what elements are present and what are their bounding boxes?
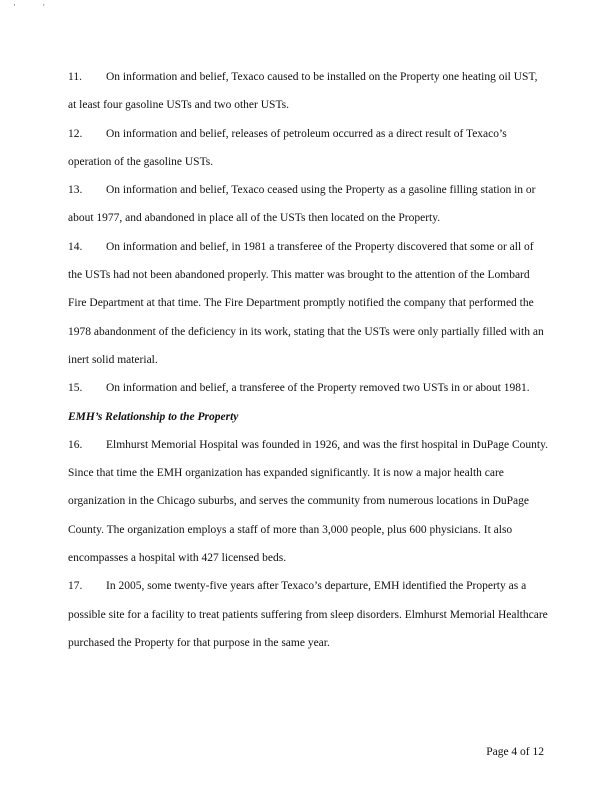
paragraph-number: 17. [68,580,83,593]
paragraph-16 [68,431,548,572]
paragraph-number: 14. [68,240,83,253]
paragraph-text: In 2005, some twenty-five years after Texaco’s departure, EMH identified the Property as a possible site for a facility to treat patients suffering from sleep disorders. Elmhurst Memorial Healthcare purchased the Property for that purpose in the same year. [68,580,548,649]
paragraph-11 [68,63,548,120]
paragraph-13 [68,176,548,233]
paragraph-text: On information and belief, releases of petroleum occurred as a direct result of Texaco’s operation of the gasoline USTs. [68,127,507,168]
paragraph-text: On information and belief, Texaco caused to be installed on the Property one heating oil UST, at least four gasoline USTs and two other USTs. [68,71,538,112]
paragraph-number: 13. [68,184,83,197]
paragraph-17 [68,572,548,657]
paragraph-15 [68,374,548,402]
paragraph-number: 12. [68,127,83,140]
paragraph-12 [68,120,548,177]
paragraph-text: On information and belief, Texaco ceased using the Property as a gasoline filling station in or about 1977, and abandoned in place all of the USTs then located on the Property. [68,184,536,225]
section-heading: EMH’s Relationship to the Property [68,410,239,423]
paragraph-text: On information and belief, a transferee of the Property removed two USTs in or about 1981. [106,382,530,395]
paragraph-number: 11. [68,71,82,83]
document-body [68,63,548,657]
scan-corner-marks: · · [13,0,58,10]
paragraph-number: 15. [68,382,83,395]
paragraph-14 [68,233,548,374]
page-number: Page 4 of 12 [486,746,544,758]
paragraph-text: On information and belief, in 1981 a transferee of the Property discovered that some or all of the USTs had not been abandoned properly. This matter was brought to the attention of the Lombard Fire Department at that time. The Fire Department promptly notified the company that performed the 1978 abandonment of the deficiency in its work, stating that the USTs were only partially filled with an inert solid material. [68,240,544,366]
paragraph-text: Elmhurst Memorial Hospital was founded in 1926, and was the first hospital in DuPage County. Since that time the EMH organization has expanded significantly. It is now a major health care organization in the Chicago suburbs, and serves the community from numerous locations in DuPage County. The organization employs a staff of more than 3,000 people, plus 600 physicians. It also encompasses a hospital with 427 licensed beds. [68,438,548,565]
paragraph-number: 16. [68,438,83,451]
